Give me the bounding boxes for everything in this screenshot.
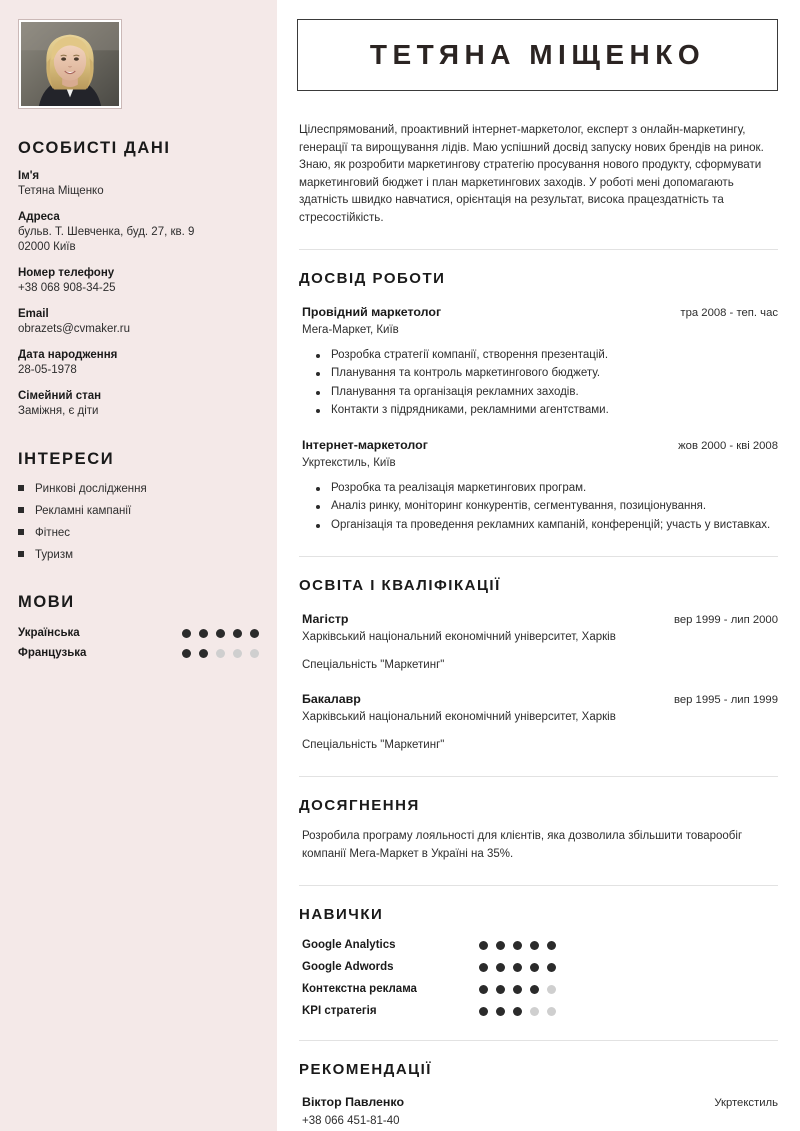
page-title: ТЕТЯНА МІЩЕНКО	[369, 39, 706, 70]
rating-dot-filled	[479, 941, 488, 950]
skill-rating-dots	[479, 941, 556, 950]
interest-label: Фітнес	[35, 527, 71, 539]
bullet-text: Організація та проведення рекламних кампаній, конференцій; участь у виставках.	[331, 518, 771, 531]
rating-dot-filled	[547, 963, 556, 972]
list-item	[302, 480, 778, 498]
rating-dot-filled	[233, 629, 242, 638]
rating-dot-filled	[530, 985, 539, 994]
rating-dot-filled	[513, 985, 522, 994]
field-value-name: Тетяна Міщенко	[18, 185, 104, 197]
skill-rating-dots	[479, 1007, 556, 1016]
portrait-photo-icon	[21, 22, 119, 106]
round-bullet-icon	[316, 487, 320, 491]
rating-dot-filled	[513, 1007, 522, 1016]
divider	[299, 776, 778, 777]
profile-summary: Цілеспрямований, проактивний інтернет-маркетолог, експерт з онлайн-маркетингу, генерації та вирощування лідів. Маю успішний досвід запуску нових брендів на ринок. Знаю, як розробити маркетингову стратегію просування нового продукту, сформувати маркетинговий бюджет і план маркетингових заходів. У роботі мені допомагають здатність швидко навчатися, орієнтація на результат, висока працездатність та стресостійкість.	[299, 123, 764, 224]
skills-list	[299, 938, 778, 1018]
education-entry-head	[302, 611, 778, 628]
square-bullet-icon	[18, 529, 24, 535]
list-item	[18, 526, 277, 540]
divider	[299, 1040, 778, 1041]
interest-label: Туризм	[35, 549, 73, 561]
achievements-text: Розробила програму лояльності для клієнтів, яка дозволила збільшити товарообіг компанії Мега-Маркет в Україні на 35%.	[302, 830, 743, 860]
name-banner	[297, 19, 778, 91]
bullet-text: Розробка стратегії компанії, створення презентацій.	[331, 348, 609, 361]
list-item	[302, 402, 778, 420]
reference-company: Укртекстиль	[714, 1097, 778, 1110]
bullet-text: Розробка та реалізація маркетингових програм.	[331, 481, 587, 494]
field-value-address	[18, 225, 277, 255]
list-item	[18, 482, 277, 496]
skill-label: Google Adwords	[302, 961, 394, 974]
field-label-marital-status: Сімейний стан	[18, 390, 102, 402]
list-item	[302, 347, 778, 365]
bullet-text: Аналіз ринку, моніторинг конкурентів, сегментування, позиціонування.	[331, 500, 707, 513]
rating-dot-empty	[250, 649, 259, 658]
skill-label: Google Analytics	[302, 939, 396, 952]
rating-dot-filled	[530, 963, 539, 972]
rating-dot-filled	[182, 649, 191, 658]
field-value-birthdate: 28-05-1978	[18, 364, 77, 376]
job-title: Провідний маркетолог	[302, 304, 442, 319]
job-title: Інтернет-маркетолог	[302, 437, 428, 452]
round-bullet-icon	[316, 524, 320, 528]
institution-name: Харківський національний економічний університет, Харків	[302, 631, 616, 644]
education-entry	[299, 611, 778, 674]
language-rating-dots	[182, 629, 259, 638]
interests-heading: ІНТЕРЕСИ	[18, 450, 115, 468]
rating-dot-filled	[496, 1007, 505, 1016]
rating-dot-filled	[513, 941, 522, 950]
degree-date-range: вер 1995 - лип 1999	[673, 694, 778, 707]
institution-name: Харківський національний економічний університет, Харків	[302, 711, 616, 724]
rating-dot-filled	[479, 1007, 488, 1016]
education-heading: ОСВІТА І КВАЛІФІКАЦІЇ	[299, 577, 501, 595]
list-item	[18, 504, 277, 518]
square-bullet-icon	[18, 551, 24, 557]
field-value-email: obrazets@cvmaker.ru	[18, 323, 131, 335]
degree-title: Магістр	[302, 612, 349, 627]
round-bullet-icon	[316, 354, 320, 358]
reference-phone: +38 066 451-81-40	[302, 1115, 400, 1128]
rating-dot-empty	[547, 985, 556, 994]
list-item	[302, 982, 778, 996]
rating-dot-filled	[496, 985, 505, 994]
degree-date-range: вер 1999 - лип 2000	[673, 614, 778, 627]
address-line-2: 02000 Київ	[18, 241, 76, 253]
list-item	[302, 498, 778, 516]
sidebar	[0, 0, 277, 1131]
field-email	[18, 307, 277, 337]
round-bullet-icon	[316, 409, 320, 413]
rating-dot-filled	[182, 629, 191, 638]
experience-entry-head	[302, 304, 778, 321]
rating-dot-filled	[496, 941, 505, 950]
interests-list	[18, 482, 277, 562]
field-value-marital-status: Заміжня, є діти	[18, 405, 99, 417]
rating-dot-empty	[530, 1007, 539, 1016]
rating-dot-empty	[547, 1007, 556, 1016]
skill-label: KPI стратегія	[302, 1005, 377, 1018]
list-item	[302, 384, 778, 402]
specialization: Спеціальність "Маркетинг"	[302, 659, 445, 672]
job-date-range: тра 2008 - теп. час	[680, 306, 778, 319]
rating-dot-filled	[199, 629, 208, 638]
language-label: Українська	[18, 627, 80, 639]
rating-dot-filled	[496, 963, 505, 972]
profile-photo	[21, 22, 119, 106]
list-item	[302, 1004, 778, 1018]
reference-entry	[299, 1094, 778, 1130]
square-bullet-icon	[18, 485, 24, 491]
list-item	[18, 626, 277, 640]
references-heading: РЕКОМЕНДАЦІЇ	[299, 1061, 432, 1079]
rating-dot-filled	[479, 985, 488, 994]
field-birthdate	[18, 348, 277, 378]
rating-dot-filled	[479, 963, 488, 972]
specialization: Спеціальність "Маркетинг"	[302, 739, 445, 752]
field-address	[18, 210, 277, 255]
field-phone	[18, 266, 277, 296]
square-bullet-icon	[18, 507, 24, 513]
rating-dot-filled	[250, 629, 259, 638]
field-label-phone: Номер телефону	[18, 267, 115, 279]
main-content	[277, 0, 800, 1131]
rating-dot-filled	[547, 941, 556, 950]
skills-heading: НАВИЧКИ	[299, 906, 384, 924]
field-marital-status	[18, 389, 277, 419]
divider	[299, 885, 778, 886]
experience-entry	[299, 437, 778, 535]
field-name	[18, 169, 277, 199]
job-company: Укртекстиль, Київ	[302, 456, 396, 469]
list-item	[18, 646, 277, 660]
list-item	[18, 548, 277, 562]
skill-label: Контекстна реклама	[302, 983, 417, 996]
list-item	[302, 365, 778, 383]
language-rating-dots	[182, 649, 259, 658]
list-item	[302, 517, 778, 535]
education-entry	[299, 691, 778, 754]
experience-heading: ДОСВІД РОБОТИ	[299, 269, 446, 287]
rating-dot-filled	[513, 963, 522, 972]
field-label-email: Email	[18, 308, 49, 320]
field-value-phone: +38 068 908-34-25	[18, 282, 116, 294]
reference-name: Віктор Павленко	[302, 1095, 405, 1110]
job-bullet-list	[302, 347, 778, 420]
field-label-birthdate: Дата народження	[18, 349, 118, 361]
field-label-address: Адреса	[18, 211, 60, 223]
rating-dot-filled	[199, 649, 208, 658]
reference-entry-head	[302, 1094, 778, 1111]
divider	[299, 249, 778, 250]
personal-data-heading: ОСОБИСТІ ДАНІ	[18, 139, 171, 157]
bullet-text: Контакти з підрядниками, рекламними агентствами.	[331, 404, 609, 417]
achievements-heading: ДОСЯГНЕННЯ	[299, 797, 420, 815]
language-label: Французька	[18, 647, 87, 659]
profile-photo-frame	[18, 19, 122, 109]
round-bullet-icon	[316, 372, 320, 376]
divider	[299, 556, 778, 557]
field-label-name: Ім'я	[18, 170, 40, 182]
address-line-1: бульв. Т. Шевченка, буд. 27, кв. 9	[18, 226, 195, 238]
interest-label: Ринкові дослідження	[35, 483, 147, 495]
degree-title: Бакалавр	[302, 692, 361, 707]
rating-dot-empty	[233, 649, 242, 658]
job-bullet-list	[302, 480, 778, 535]
rating-dot-filled	[530, 941, 539, 950]
rating-dot-empty	[216, 649, 225, 658]
skill-rating-dots	[479, 985, 556, 994]
languages-list	[18, 626, 277, 660]
bullet-text: Планування та контроль маркетингового бюджету.	[331, 367, 601, 380]
job-company: Мега-Маркет, Київ	[302, 323, 399, 336]
experience-entry-head	[302, 437, 778, 454]
interest-label: Рекламні кампанії	[35, 505, 132, 517]
round-bullet-icon	[316, 391, 320, 395]
languages-heading: МОВИ	[18, 593, 75, 611]
list-item	[302, 960, 778, 974]
skill-rating-dots	[479, 963, 556, 972]
round-bullet-icon	[316, 505, 320, 509]
job-date-range: жов 2000 - кві 2008	[678, 439, 778, 452]
rating-dot-filled	[216, 629, 225, 638]
experience-entry	[299, 304, 778, 420]
bullet-text: Планування та організація рекламних заходів.	[331, 385, 579, 398]
education-entry-head	[302, 691, 778, 708]
list-item	[302, 938, 778, 952]
